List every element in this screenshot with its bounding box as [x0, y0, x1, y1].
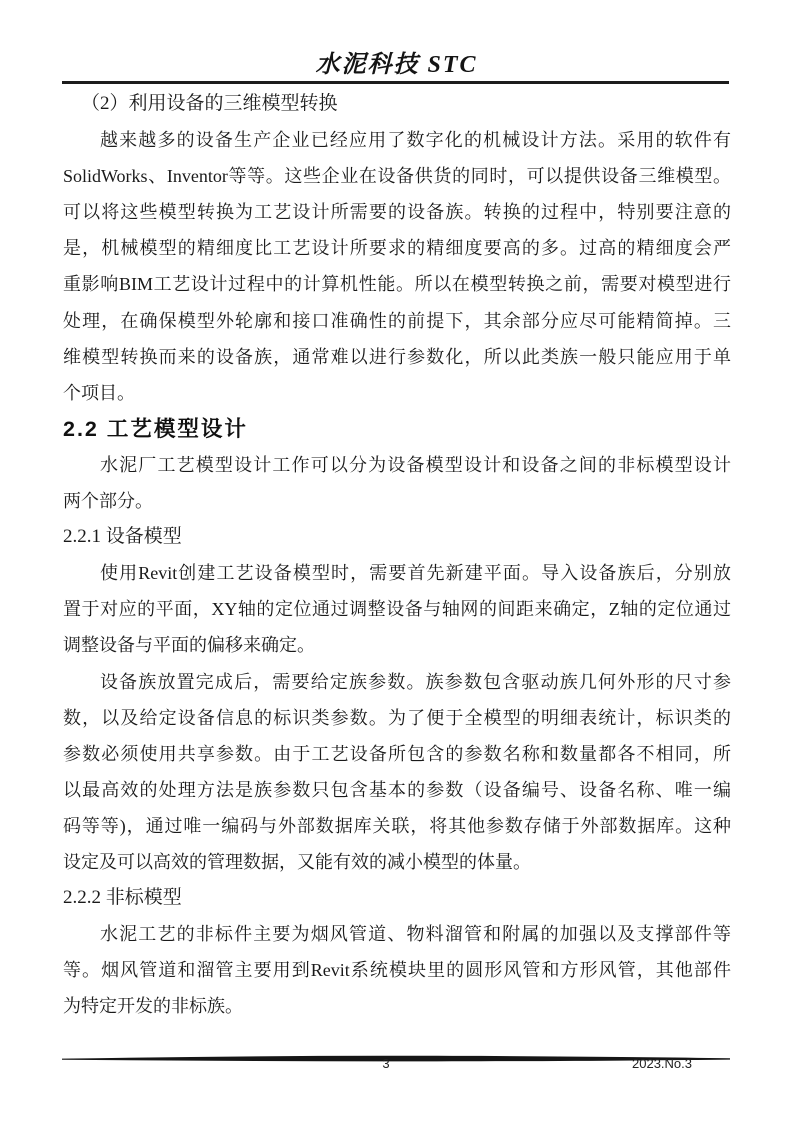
subsection-heading: 2.2.1 设备模型 — [63, 526, 182, 548]
page-number: 3 — [382, 1056, 390, 1071]
body-line: 等。烟风管道和溜管主要用到Revit系统模块里的圆形风管和方形风管，其他部件 — [63, 960, 731, 981]
document-body — [63, 86, 731, 1024]
body-line: 个项目。 — [63, 382, 135, 403]
section-heading: 2.2 工艺模型设计 — [63, 416, 248, 441]
body-line: 水泥厂工艺模型设计工作可以分为设备模型设计和设备之间的非标模型设计 — [100, 454, 731, 475]
body-line: SolidWorks、Inventor等等。这些企业在设备供货的同时，可以提供设备三维模型。 — [63, 166, 731, 187]
body-line: 以最高效的处理方法是族参数只包含基本的参数（设备编号、设备名称、唯一编 — [63, 779, 731, 800]
body-line: 处理，在确保模型外轮廓和接口准确性的前提下，其余部分应尽可能精简掉。三 — [63, 310, 731, 331]
body-line: 使用Revit创建工艺设备模型时，需要首先新建平面。导入设备族后，分别放 — [100, 563, 731, 584]
body-line: 维模型转换而来的设备族，通常难以进行参数化，所以此类族一般只能应用于单 — [63, 346, 731, 367]
subsection-heading: 2.2.2 非标模型 — [63, 887, 182, 909]
body-line: 水泥工艺的非标件主要为烟风管道、物料溜管和附属的加强以及支撑部件等 — [100, 924, 731, 945]
body-line: 可以将这些模型转换为工艺设计所需要的设备族。转换的过程中，特别要注意的 — [63, 202, 731, 223]
body-line: 越来越多的设备生产企业已经应用了数字化的机械设计方法。采用的软件有 — [100, 130, 731, 151]
body-line: 重影响BIM工艺设计过程中的计算机性能。所以在模型转换之前，需要对模型进行 — [63, 274, 731, 295]
body-line: 设定及可以高效的管理数据，又能有效的减小模型的体量。 — [63, 851, 531, 872]
body-line: 两个部分。 — [63, 491, 153, 512]
body-line: 为特定开发的非标族。 — [63, 996, 243, 1017]
header-divider-line — [62, 81, 729, 84]
journal-header-title: 水泥科技 STC — [315, 52, 478, 78]
body-line: 调整设备与平面的偏移来确定。 — [63, 635, 315, 656]
body-line: 参数必须使用共享参数。由于工艺设备所包含的参数名称和数量都各不相同，所 — [63, 743, 731, 764]
body-line: 数，以及给定设备信息的标识类参数。为了便于全模型的明细表统计，标识类的 — [63, 707, 731, 728]
body-line: 设备族放置完成后，需要给定族参数。族参数包含驱动族几何外形的尺寸参 — [100, 671, 731, 692]
footer-issue-label: 2023.No.3 — [632, 1056, 692, 1071]
body-line: 置于对应的平面，XY轴的定位通过调整设备与轴网的间距来确定，Z轴的定位通过 — [63, 599, 731, 620]
body-line: 码等等)，通过唯一编码与外部数据库关联，将其他参数存储于外部数据库。这种 — [63, 815, 731, 836]
body-line: 是，机械模型的精细度比工艺设计所要求的精细度要高的多。过高的精细度会严 — [63, 238, 731, 259]
numbered-item: （2）利用设备的三维模型转换 — [81, 93, 338, 114]
